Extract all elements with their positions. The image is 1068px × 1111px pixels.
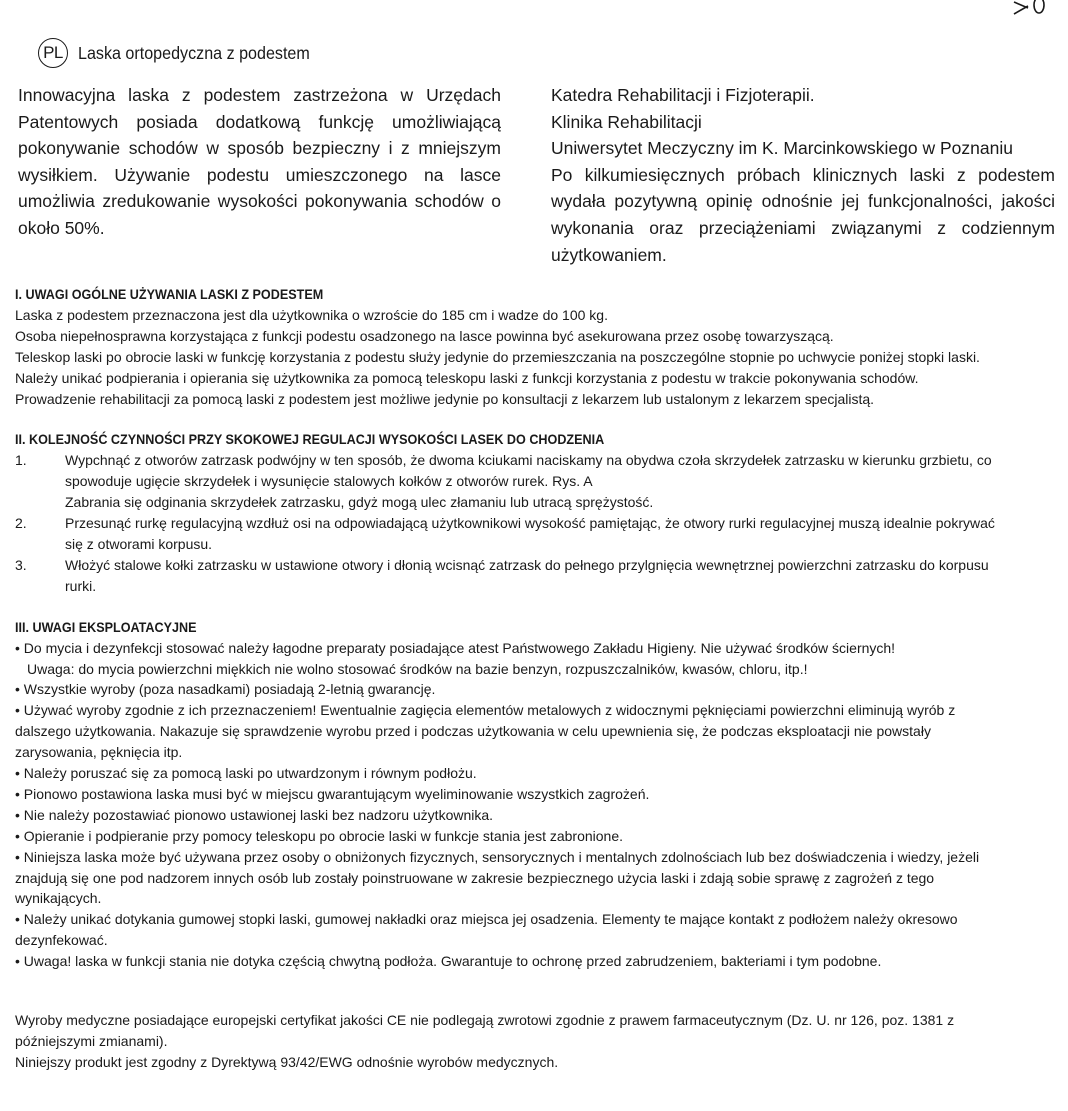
item-text: Włożyć stalowe kołki zatrzasku w ustawione otwory i dłonią wcisnąć zatrzask do pełnego przylgnięcia wewnętrznej powierzchni zatrzasku do korpusu rurki. — [65, 556, 989, 594]
item-text: Wypchnąć z otworów zatrzask podwójny w ten sposób, że dwoma kciukami naciskamy na obydwa czoła skrzydełek zatrzasku w kierunku grzbietu, co spowoduje ugięcie skrzydełek i wysunięcie stalowych kołków z otworów rurek. Rys. A — [65, 452, 992, 490]
bullet-item: • Do mycia i dezynfekcji stosować należy łagodne preparaty posiadające atest Państwowego Zakładu Higieny. Nie używać środków ściernych! — [15, 639, 896, 656]
paragraph: Należy unikać podpierania i opierania się użytkownika za pomocą teleskopu laski z funkcji korzystania z podestu w trakcie pokonywania schodów. — [15, 369, 919, 386]
bullet-item: • Wszystkie wyroby (poza nasadkami) posiadają 2-letnią gwarancję. — [15, 681, 436, 698]
bullet-item: • Opieranie i podpieranie przy pomocy teleskopu po obrocie laski w funkcje stania jest zabronione. — [15, 827, 624, 844]
bullet-item: • Nie należy pozostawiać pionowo ustawionej laski bez nadzoru użytkownika. — [15, 806, 494, 823]
item-number: 2. — [15, 515, 27, 532]
legal-footer — [15, 1010, 997, 1073]
paragraph: Teleskop laski po obrocie laski w funkcję korzystania z podestu służy jedynie do przemieszczania na poszczególne stopnie po uchwycie poniżej stopki laski. — [15, 348, 980, 365]
product-title: Laska ortopedyczna z podestem — [78, 42, 310, 63]
bullet-note: Uwaga: do mycia powierzchni miękkich nie wolno stosować środków na bazie benzyn, rozpuszczalników, kwasów, chloru, itp.! — [27, 660, 808, 677]
paragraph: Laska z podestem przeznaczona jest dla użytkownika o wzroście do 185 cm i wadze do 100 kg. — [15, 306, 608, 323]
institution-line: Klinika Rehabilitacji — [551, 111, 702, 132]
footer-line: Niniejszy produkt jest zgodny z Dyrektywą 93/42/EWG odnośnie wyrobów medycznych. — [15, 1053, 559, 1070]
item-text: Przesunąć rurkę regulacyjną wzdłuż osi na odpowiadającą użytkownikowi wysokość pamiętając, że otwory rurki regulacyjnej muszą idealnie pokrywać się z otworami korpusu. — [65, 515, 995, 552]
language-badge: PL — [38, 38, 68, 68]
bullet-item: • Należy poruszać się za pomocą laski po utwardzonym i równym podłożu. — [15, 765, 477, 782]
list-item — [15, 513, 997, 555]
bullet-item: • Używać wyroby zgodnie z ich przeznaczeniem! Ewentualnie zagięcia elementów metalowych z widocznymi pęknięciami powierzchni eliminują wyrób z dalszego użytkowania. Nakazuje się sprawdzenie wyrobu przed i podczas użytkowania w celu upewnienia się, że podczas eksploatacji nie powstały zarysowania, pęknięcia itp. — [15, 702, 956, 761]
paragraph: Prowadzenie rehabilitacji za pomocą laski z podestem jest możliwe jedynie po konsultacji z lekarzem lub ustalonym z lekarzem specjalistą. — [15, 390, 875, 407]
paragraph: Osoba niepełnosprawna korzystająca z funkcji podestu osadzonego na lasce powinna być asekurowana przez osobę towarzyszącą. — [15, 327, 834, 344]
section-heading: II. KOLEJNOŚĆ CZYNNOŚCI PRZY SKOKOWEJ REGULACJI WYSOKOŚCI LASEK DO CHODZENIA — [15, 431, 605, 448]
list-item — [15, 450, 997, 492]
bullet-item: • Pionowo postawiona laska musi być w miejscu gwarantującym wyeliminowanie wszystkich zagrożeń. — [15, 785, 650, 802]
bullet-item: • Należy unikać dotykania gumowej stopki laski, gumowej nakładki oraz miejsca jej osadzenia. Elementy te mające kontakt z podłożem należy okresowo dezynfekować. — [15, 911, 958, 949]
institution-line: Katedra Rehabilitacji i Fizjoterapii. — [551, 85, 815, 105]
item-number: 3. — [15, 556, 27, 573]
bullet-item: • Niniejsza laska może być używana przez osoby o obniżonych fizycznych, sensorycznych i mentalnych zdolnościach lub bez doświadczenia i wiedzy, jeżeli znajdują się one pod nadzorem innych osób lub zostały poinstruowane w zakresie bezpiecznego użycia laski i zdają sobie sprawę z zagrożeń z tego wynikających. — [15, 848, 980, 907]
footer-line: Wyroby medyczne posiadające europejski certyfikat jakości CE nie podlegają zwrotowi zgodnie z prawem farmaceutycznym (Dz. U. nr 126, poz. 1381 z późniejszymi zmianami). — [15, 1012, 955, 1049]
intro-description: Innowacyjna laska z podestem zastrzeżona w Urzędach Patentowych posiada dodatkową funkcję umożliwiającą pokonywanie schodów w sposób bezpieczny i z mniejszym wysiłkiem. Używanie podestu umieszczonego na lasce umożliwia zredukowanie wysokości pokonywania schodów o około 50%. — [18, 85, 501, 238]
clinical-opinion — [551, 82, 1055, 268]
opinion-text: Po kilkumiesięcznych próbach klinicznych laski z podestem wydała pozytywną opinię odnośnie jej funkcjonalności, jakości wykonania oraz przeciążeniami związanymi z codziennym użytkowaniem. — [551, 164, 1055, 265]
instructions-body — [15, 284, 997, 1073]
institution-line: Uniwersytet Meczyczny im K. Marcinkowskiego w Poznaniu — [551, 138, 1013, 159]
item-note: Zabrania się odginania skrzydełek zatrzasku, gdyż mogą ulec złamaniu lub utracą sprężystość. — [65, 494, 654, 511]
section-heading: I. UWAGI OGÓLNE UŻYWANIA LASKI Z PODESTEM — [15, 286, 324, 302]
bullet-item: • Uwaga! laska w funkcji stania nie dotyka częścią chwytną podłoża. Gwarantuje to ochronę przed zabrudzeniem, bakteriami i tym podobne. — [15, 953, 882, 970]
scissors-icon — [1006, 0, 1054, 16]
item-number: 1. — [15, 452, 27, 469]
list-item — [15, 555, 997, 597]
document-header — [38, 38, 330, 68]
section-heading: III. UWAGI EKSPLOATACYJNE — [15, 618, 197, 635]
